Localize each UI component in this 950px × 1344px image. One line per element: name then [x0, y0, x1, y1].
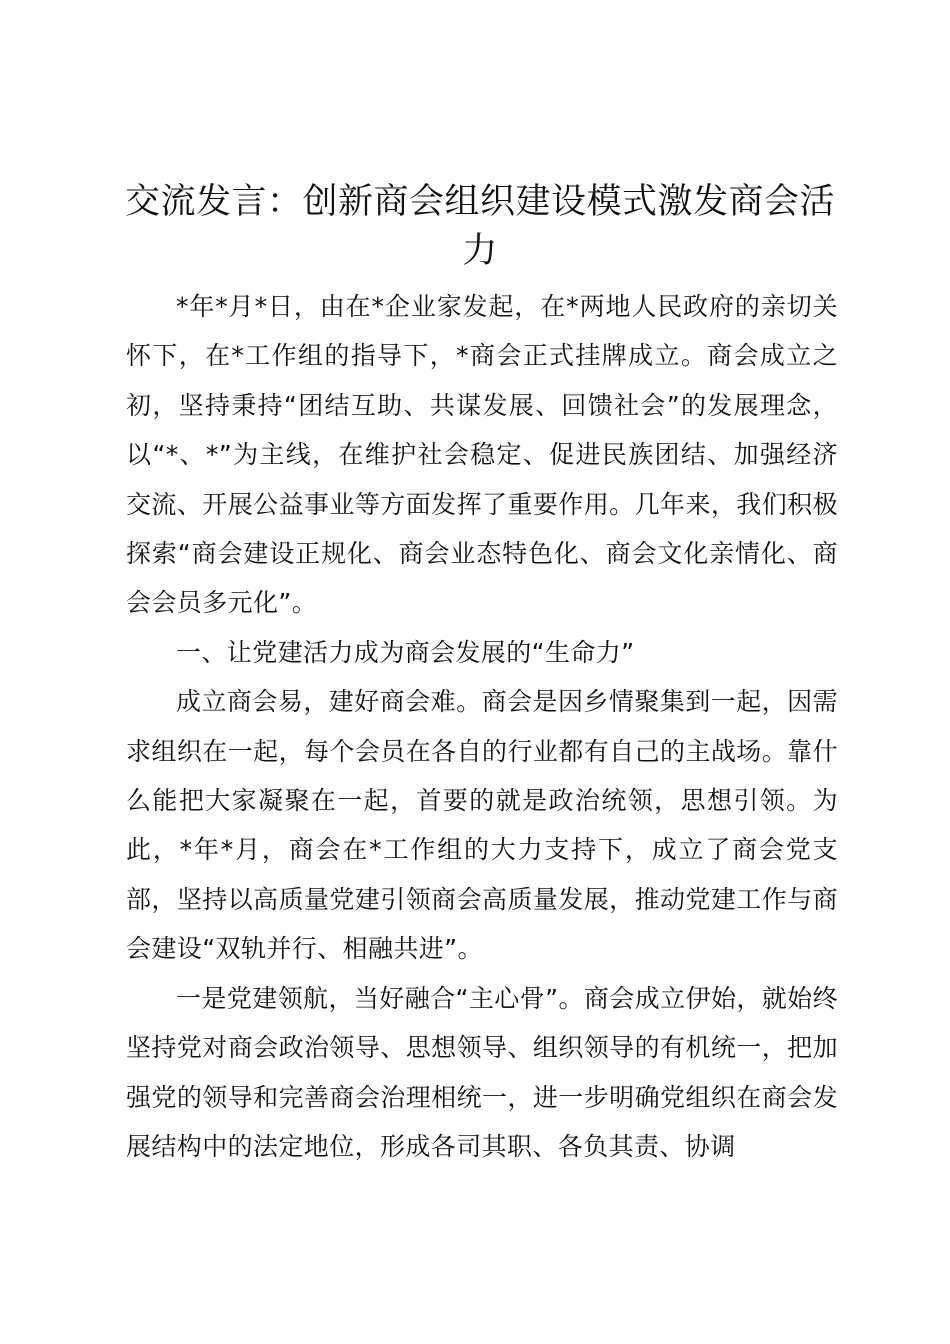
document-body: [126, 282, 838, 1171]
paragraph-section-1: 成立商会易，建好商会难。商会是因乡情聚集到一起，因需求组织在一起，每个会员在各自的行业都有自己的主战场。靠什么能把大家凝聚在一起，首要的就是政治统领，思想引领。为此，*年*月，商会在*工作组的大力支持下，成立了商会党支部，坚持以高质量党建引领商会高质量发展，推动党建工作与商会建设“双轨并行、相融共进”。: [126, 687, 838, 964]
paragraph-intro: *年*月*日，由在*企业家发起，在*两地人民政府的亲切关怀下，在*工作组的指导下，*商会正式挂牌成立。商会成立之初，坚持秉持“团结互助、共谋发展、回馈社会”的发展理念，以“*、*”为主线，在维护社会稳定、促进民族团结、加强经济交流、开展公益事业等方面发挥了重要作用。几年来，我们积极探索“商会建设正规化、商会业态特色化、商会文化亲情化、商会会员多元化”。: [126, 292, 838, 618]
section-heading-1: 一、让党建活力成为商会发展的“生命力”: [176, 637, 635, 667]
paragraph-point-1: 一是党建领航，当好融合“主心骨”。商会成立伊始，就始终坚持党对商会政治领导、思想领导、组织领导的有机统一，把加强党的领导和完善商会治理相统一，进一步明确党组织在商会发展结构中的法定地位，形成各司其职、各负其责、协调: [126, 983, 838, 1161]
document-title: 交流发言：创新商会组织建设模式激发商会活力: [124, 182, 835, 271]
